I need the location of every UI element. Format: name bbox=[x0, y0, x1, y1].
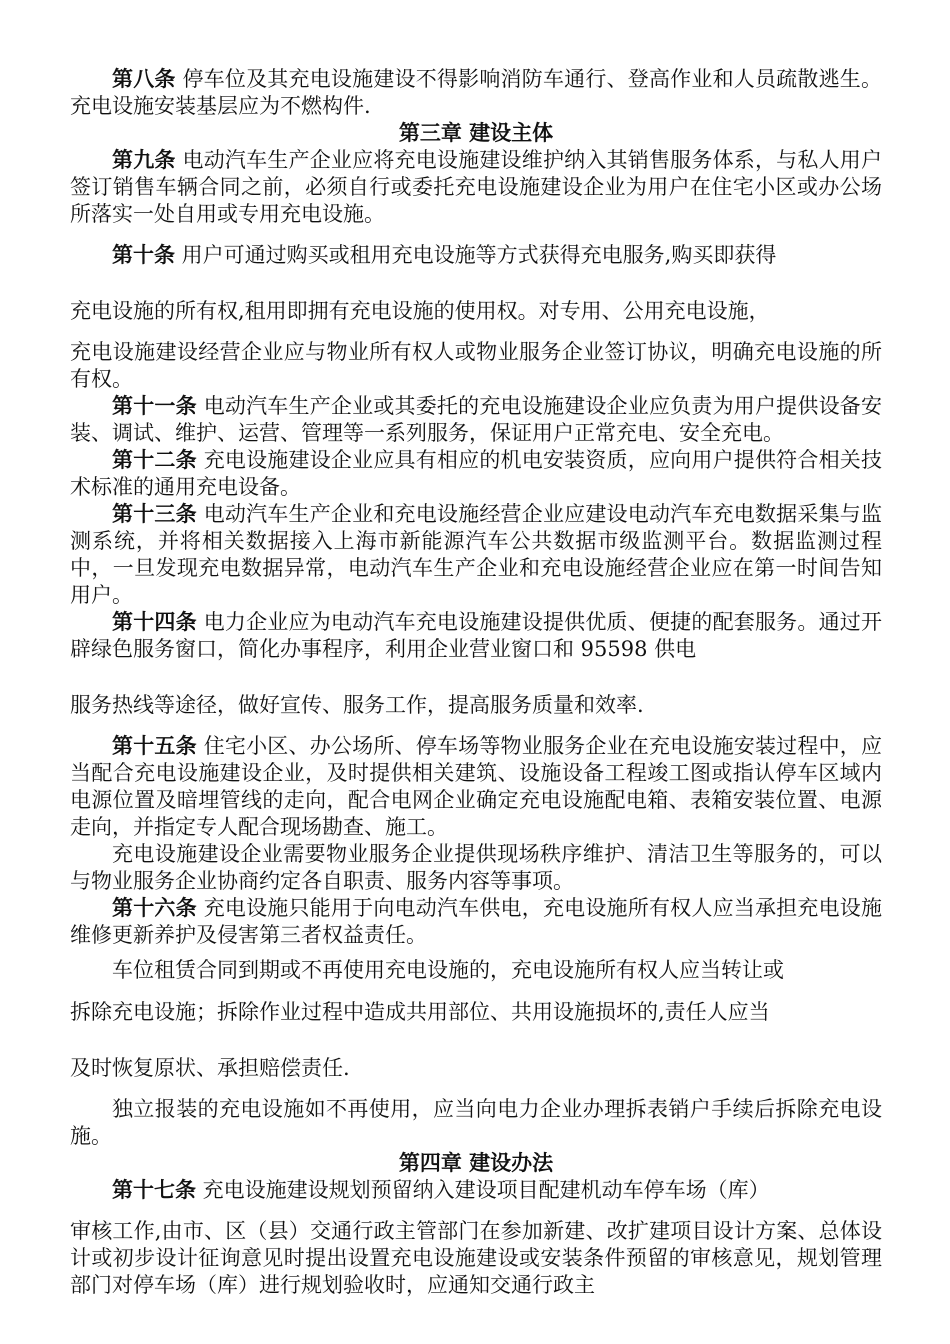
article-text: 电动汽车生产企业或其委托的充电设施建设企业应负责为用户提供设备安装、调试、维护、运营、管理等一系列服务，保证用户正常充电、安全充电。 bbox=[70, 394, 882, 445]
article-text: 停车位及其充电设施建设不得影响消防车通行、登高作业和人员疏散逃生。充电设施安装基层应为不燃构件. bbox=[70, 67, 882, 118]
article-14 bbox=[70, 609, 882, 663]
article-text: 用户可通过购买或租用充电设施等方式获得充电服务,购买即获得 bbox=[175, 243, 777, 267]
article-16-para-2-line-3: 及时恢复原状、承担赔偿责任. bbox=[70, 1056, 350, 1080]
article-text: 住宅小区、办公场所、停车场等物业服务企业在充电设施安装过程中，应当配合充电设施建设企业，及时提供相关建筑、设施设备工程竣工图或指认停车区域内电源位置及暗埋管线的走向，配合电网企业确定充电设施配电箱、表箱安装位置、电源走向，并指定专人配合现场勘查、施工。 bbox=[70, 734, 882, 839]
article-label: 第十七条 bbox=[112, 1178, 196, 1202]
article-label: 第八条 bbox=[112, 67, 176, 91]
article-15-para-2: 充电设施建设企业需要物业服务企业提供现场秩序维护、清洁卫生等服务的，可以与物业服务企业协商约定各自职责、服务内容等事项。 bbox=[70, 842, 882, 893]
article-13 bbox=[70, 501, 882, 609]
article-text: 充电设施建设规划预留纳入建设项目配建机动车停车场（库） bbox=[196, 1178, 770, 1202]
article-10-line-1 bbox=[70, 242, 882, 269]
article-10-line-3: 充电设施建设经营企业应与物业所有权人或物业服务企业签订协议，明确充电设施的所有权。 bbox=[70, 340, 882, 391]
article-text: 充电设施只能用于向电动汽车供电，充电设施所有权人应当承担充电设施维修更新养护及侵害第三者权益责任。 bbox=[70, 896, 882, 947]
article-label: 第十四条 bbox=[112, 610, 197, 634]
article-15 bbox=[70, 733, 882, 841]
article-16-para-2-line-2: 拆除充电设施；拆除作业过程中造成共用部位、共用设施损坏的,责任人应当 bbox=[70, 1000, 770, 1024]
article-17-line-1 bbox=[70, 1177, 882, 1204]
document-page bbox=[70, 66, 882, 1299]
article-label: 第十条 bbox=[112, 243, 175, 267]
article-label: 第九条 bbox=[112, 148, 176, 172]
article-12 bbox=[70, 447, 882, 501]
article-text: 电动汽车生产企业和充电设施经营企业应建设电动汽车充电数据采集与监测系统，并将相关数据接入上海市新能源汽车公共数据市级监测平台。数据监测过程中，一旦发现充电数据异常，电动汽车生产企业和充电设施经营企业应在第一时间告知用户。 bbox=[70, 502, 882, 607]
article-label: 第十六条 bbox=[112, 896, 197, 920]
chapter-3-heading: 第三章 建设主体 bbox=[398, 121, 554, 145]
article-label: 第十三条 bbox=[112, 502, 197, 526]
article-text: 电动汽车生产企业应将充电设施建设维护纳入其销售服务体系，与私人用户签订销售车辆合同之前，必须自行或委托充电设施建设企业为用户在住宅小区或办公场所落实一处自用或专用充电设施。 bbox=[70, 148, 882, 226]
article-16 bbox=[70, 895, 882, 949]
article-10-line-2: 充电设施的所有权,租用即拥有充电设施的使用权。对专用、公用充电设施， bbox=[70, 299, 770, 323]
article-11 bbox=[70, 393, 882, 447]
article-label: 第十二条 bbox=[112, 448, 197, 472]
article-8 bbox=[70, 66, 882, 120]
chapter-4-heading: 第四章 建设办法 bbox=[398, 1151, 554, 1175]
article-16-para-3: 独立报装的充电设施如不再使用，应当向电力企业办理拆表销户手续后拆除充电设施。 bbox=[70, 1097, 882, 1148]
article-9 bbox=[70, 147, 882, 228]
article-17-rest: 审核工作,由市、区（县）交通行政主管部门在参加新建、改扩建项目设计方案、总体设计或初步设计征询意见时提出设置充电设施建设或安装条件预留的审核意见，规划管理部门对停车场（库）进行规划验收时，应通知交通行政主 bbox=[70, 1219, 882, 1297]
article-label: 第十一条 bbox=[112, 394, 197, 418]
article-text: 充电设施建设企业应具有相应的机电安装资质，应向用户提供符合相关技术标准的通用充电设备。 bbox=[70, 448, 882, 499]
article-text: 电力企业应为电动汽车充电设施建设提供优质、便捷的配套服务。通过开辟绿色服务窗口，简化办事程序，利用企业营业窗口和 95598 供电 bbox=[70, 610, 882, 661]
article-14-line-3: 服务热线等途径，做好宣传、服务工作，提高服务质量和效率. bbox=[70, 693, 644, 717]
article-label: 第十五条 bbox=[112, 734, 197, 758]
article-16-para-2-line-1: 车位租赁合同到期或不再使用充电设施的，充电设施所有权人应当转让或 bbox=[112, 958, 784, 982]
